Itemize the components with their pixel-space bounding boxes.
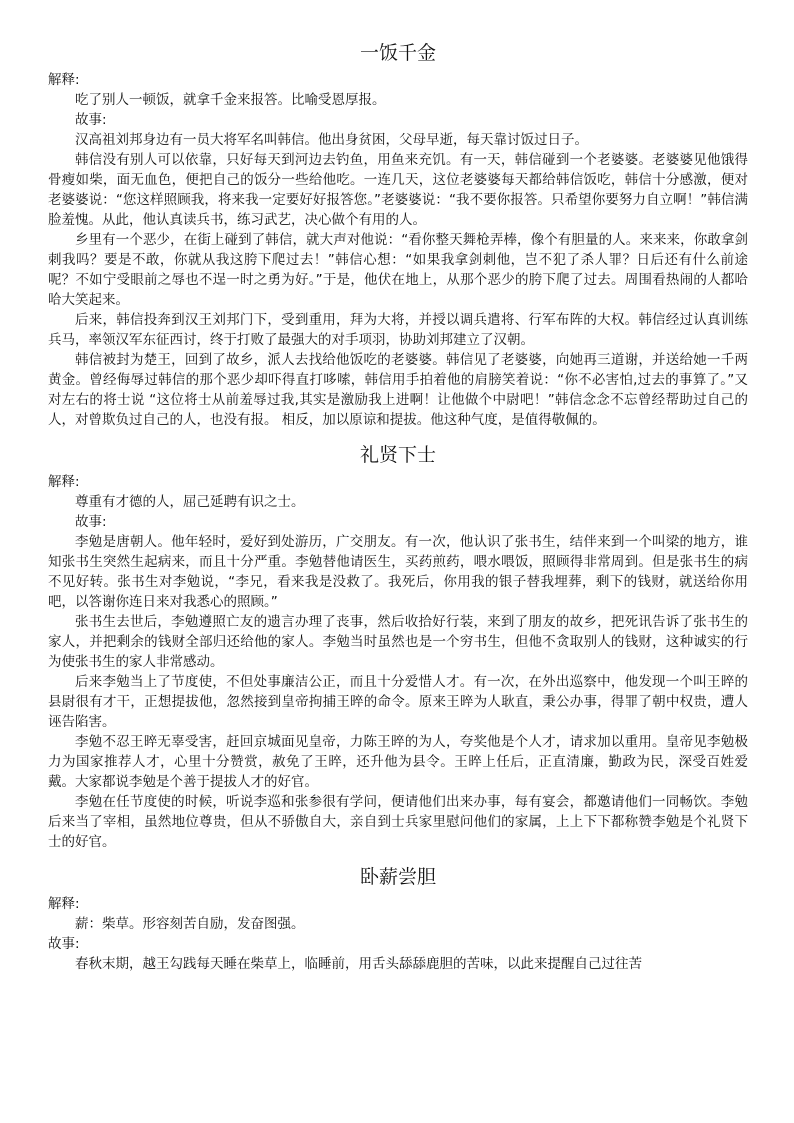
section-woxin-changdan [48, 864, 748, 974]
explanation-label: 解释: [48, 896, 80, 912]
story-paragraph: 韩信被封为楚王，回到了故乡，派人去找给他饭吃的老婆婆。韩信见了老婆婆，向她再三道谢，并送给她一千两黄金。曾经侮辱过韩信的那个恶少却吓得直打哆嗦，韩信用手拍着他的肩膀笑着说：“你不必害怕,过去的事算了。”又对左右的将士说 “这位将士从前羞辱过我,其实是激励我上进啊！让他做个中尉吧！”韩信念念不忘曾经帮助过自己的人，对曾欺负过自己的人，也没有报。 相反，加以原谅和提拔。他这种气度，是值得敬佩的。 [48, 352, 748, 428]
story-paragraph: 李勉是唐朝人。他年轻时，爱好到处游历，广交朋友。有一次，他认识了张书生，结伴来到一个叫梁的地方，谁知张书生突然生起病来，而且十分严重。李勉替他请医生，买药煎药，喂水喂饭，照顾得非常周到。但是张书生的病不见好转。张书生对李勉说，“李兄，看来我是没救了。我死后，你用我的银子替我埋葬，剩下的钱财，就送给你用吧，以答谢你连日来对我悉心的照顾。” [48, 534, 748, 610]
section-title: 卧薪尝胆 [359, 866, 436, 888]
story-paragraph: 乡里有一个恶少，在街上碰到了韩信，就大声对他说：“看你整天舞枪弄棒，像个有胆量的人。来来来，你敢拿剑刺我吗？要是不敢，你就从我这胯下爬过去！”韩信心想：“如果我拿剑刺他，岂不犯了杀人罪？日后还有什么前途呢？不如宁受眼前之辱也不逞一时之勇为好。”于是，他伏在地上，从那个恶少的胯下爬了过去。周围看热闹的人都哈哈大笑起来。 [48, 232, 748, 308]
section-yifan-qianjin [48, 40, 748, 430]
explanation-text: 吃了别人一顿饭，就拿千金来报答。比喻受恩厚报。 [75, 92, 386, 108]
story-label: 故事: [75, 112, 107, 128]
explanation-label: 解释: [48, 474, 80, 490]
story-paragraph: 李勉不忍王晬无辜受害，赶回京城面见皇帝，力陈王晬的为人，夸奖他是个人才，请求加以重用。皇帝见李勉极力为国家推荐人才，心里十分赞赏，赦免了王晬，还升他为县令。王晬上任后，正直清廉，勤政为民，深受百姓爱戴。大家都说李勉是个善于提拔人才的好官。 [48, 734, 748, 790]
story-paragraph: 后来李勉当上了节度使，不但处事廉洁公正，而且十分爱惜人才。有一次，在外出巡察中，他发现一个叫王晬的县尉很有才干，正想提拔他，忽然接到皇帝拘捕王晬的命令。原来王晬为人耿直，秉公办事，得罪了朝中权贵，遭人诬告陷害。 [48, 674, 748, 730]
explanation-text: 尊重有才德的人，屈己延聘有识之士。 [75, 494, 305, 510]
section-title: 礼贤下士 [359, 444, 436, 466]
story-label: 故事: [75, 514, 107, 530]
explanation-label: 解释: [48, 72, 80, 88]
story-paragraph: 春秋末期，越王勾践每天睡在柴草上，临睡前，用舌头舔舔鹿胆的苦味，以此来提醒自己过往苦 [75, 956, 642, 972]
story-paragraph: 汉高祖刘邦身边有一员大将军名叫韩信。他出身贫困，父母早逝，每天靠讨饭过日子。 [75, 132, 588, 148]
story-paragraph: 韩信没有别人可以依靠，只好每天到河边去钓鱼，用鱼来充饥。有一天，韩信碰到一个老婆婆。老婆婆见他饿得骨瘦如柴，面无血色，便把自己的饭分一些给他吃。一连几天，这位老婆婆每天都给韩信饭吃，韩信十分感激，便对老婆婆说：“您这样照顾我，将来我一定要好好报答您。”老婆婆说：“我不要你报答。只希望你要努力自立啊！”韩信满脸羞愧。从此，他认真读兵书，练习武艺，决心做个有用的人。 [48, 152, 748, 228]
story-paragraph: 张书生去世后，李勉遵照亡友的遗言办理了丧事，然后收拾好行装，来到了朋友的故乡，把死讯告诉了张书生的家人，并把剩余的钱财全部归还给他的家人。李勉当时虽然也是一个穷书生，但他不贪取别人的钱财，这种诚实的行为使张书生的家人非常感动。 [48, 614, 748, 670]
story-paragraph: 后来，韩信投奔到汉王刘邦门下，受到重用，拜为大将，并授以调兵遣将、行军布阵的大权。韩信经过认真训练兵马，率领汉军东征西讨，终于打败了最强大的对手项羽，协助刘邦建立了汉朝。 [48, 312, 748, 348]
explanation-text: 薪：柴草。形容刻苦自励，发奋图强。 [75, 916, 305, 932]
section-lixian-xiashi [48, 442, 748, 852]
story-paragraph: 李勉在任节度使的时候，听说李巡和张参很有学问，便请他们出来办事，每有宴会，都邀请他们一同畅饮。李勉后来当了宰相，虽然地位尊贵，但从不骄傲自大，亲自到士兵家里慰问他们的家属，上上下下都称赞李勉是个礼贤下士的好官。 [48, 794, 748, 850]
section-title: 一饭千金 [359, 42, 436, 64]
story-label: 故事: [48, 936, 80, 952]
